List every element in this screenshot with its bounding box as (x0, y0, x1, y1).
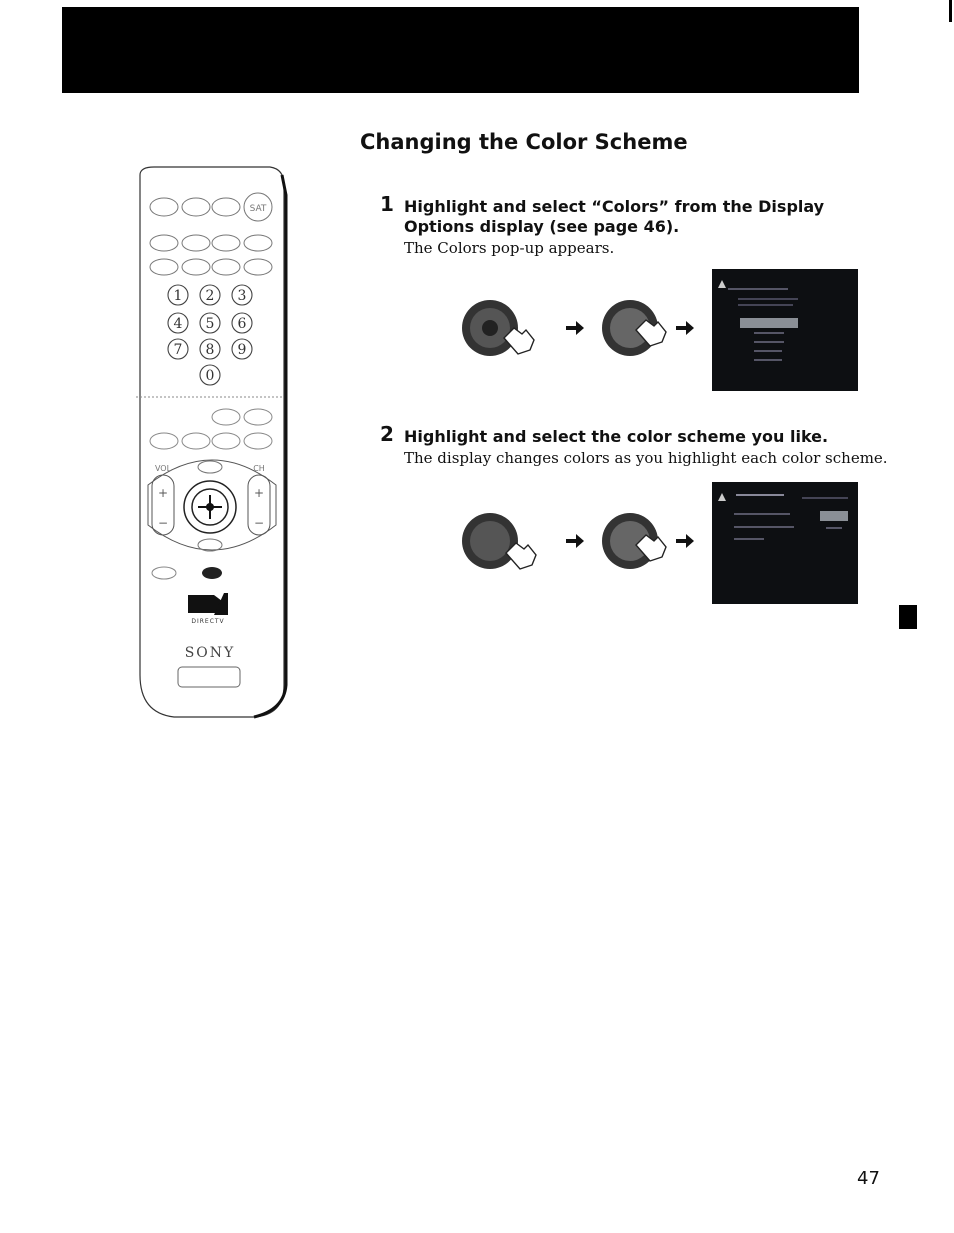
remote-key-label-4: 4 (173, 316, 183, 332)
display-options-screen (712, 482, 858, 604)
joystick-turn-icon (462, 513, 518, 569)
colors-popup-screen (712, 269, 858, 391)
step-1-number: 1 (380, 192, 394, 216)
remote-logo-text: DIRECTV (191, 618, 225, 625)
arrow-right-icon (566, 534, 584, 548)
header-bar (62, 7, 859, 93)
arrow-right-icon (676, 321, 694, 335)
step-1-text: The Colors pop-up appears. (404, 239, 615, 257)
remote-key-label-7: 7 (173, 342, 183, 358)
step-1-heading: Highlight and select “Colors” from the Display Options display (see page 46). (404, 197, 825, 236)
step-1-illustration (460, 268, 860, 393)
svg-text:+: + (157, 486, 169, 500)
page-title: Changing the Color Scheme (360, 130, 688, 154)
remote-brand-text: SONY (184, 645, 236, 661)
step-2-heading: Highlight and select the color scheme you like. (404, 427, 829, 446)
remote-key-label-6: 6 (237, 316, 247, 332)
remote-key-label-0: 0 (205, 368, 215, 384)
step-2-illustration (460, 481, 860, 606)
remote-ch-label: CH (253, 464, 265, 473)
remote-key-label-9: 9 (237, 342, 247, 358)
svg-text:−: − (157, 516, 169, 530)
remote-sat-label: SAT (249, 204, 267, 214)
step-2-text: The display changes colors as you highlight each color scheme. (404, 449, 888, 467)
edge-mark (949, 0, 952, 22)
remote-key-label-1: 1 (173, 288, 183, 304)
remote-control-illustration (134, 165, 290, 720)
arrow-right-icon (566, 321, 584, 335)
remote-key-label-8: 8 (205, 342, 215, 358)
svg-text:+: + (253, 486, 265, 500)
remote-key-label-2: 2 (205, 288, 215, 304)
page-number: 47 (857, 1168, 880, 1189)
section-tab-marker (899, 605, 917, 629)
svg-text:−: − (253, 516, 265, 530)
remote-key-label-3: 3 (237, 288, 247, 304)
remote-key-label-5: 5 (205, 316, 215, 332)
remote-vol-label: VOL (154, 464, 172, 473)
step-2-number: 2 (380, 422, 394, 446)
arrow-right-icon (676, 534, 694, 548)
joystick-press-icon (462, 300, 518, 356)
